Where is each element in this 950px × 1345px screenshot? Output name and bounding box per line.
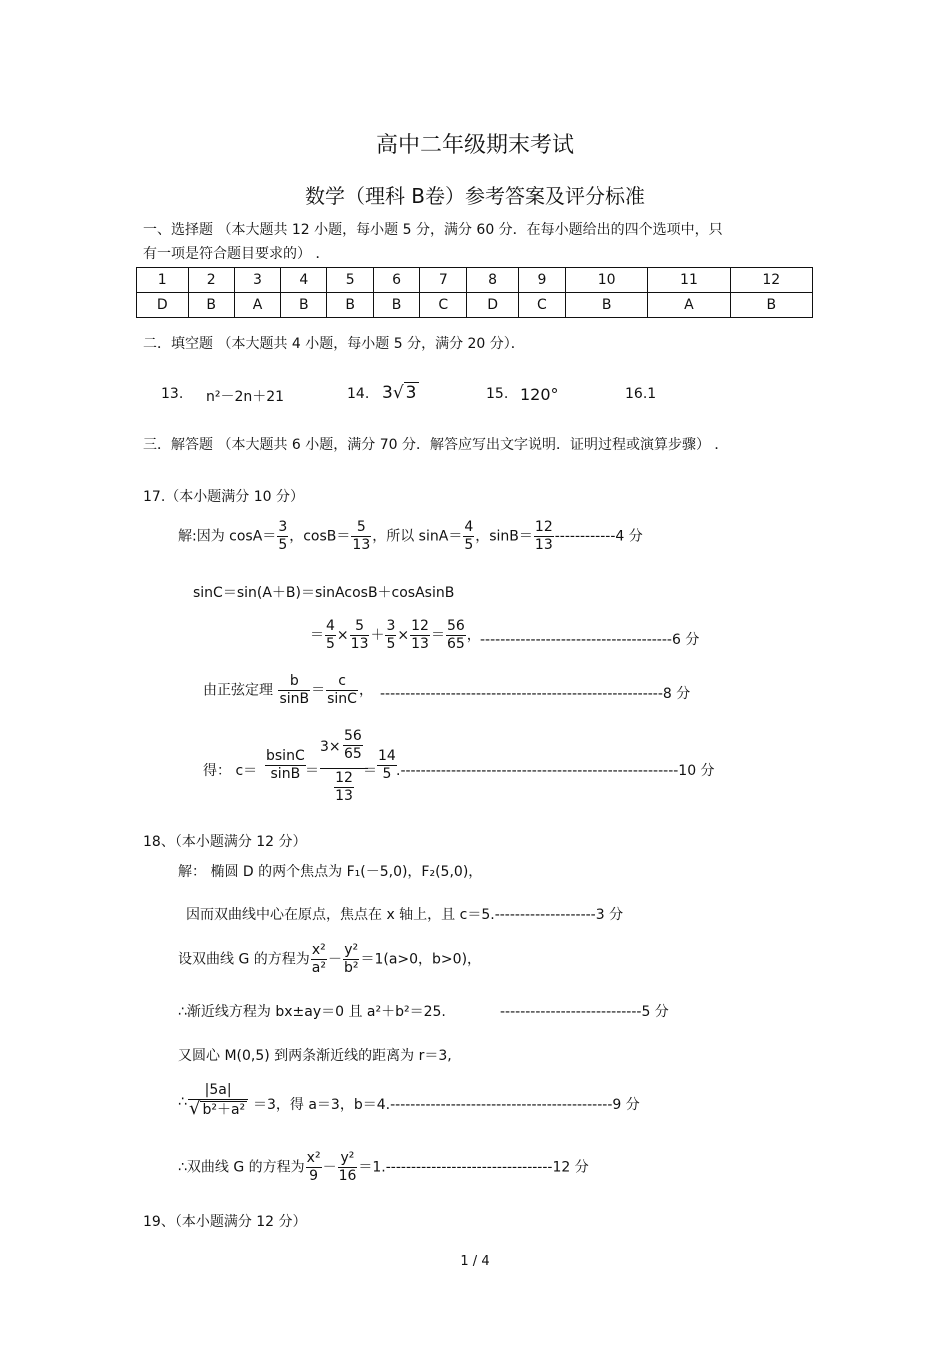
- eq-sign: ＝: [363, 763, 377, 779]
- q13-label: 13.: [161, 386, 184, 402]
- q18-line2: 因而双曲线中心在原点，焦点在 x 轴上，且 c＝5.--------------------3 分: [186, 907, 624, 923]
- plus-sign: ＋: [370, 627, 385, 644]
- table-cell-number: 8: [467, 268, 519, 293]
- table-cell-number: 7: [420, 268, 467, 293]
- q18-l3-prefix: 设双曲线 G 的方程为: [178, 951, 310, 968]
- section3-heading: 三．解答题 （本大题共 6 小题，满分 70 分．解答应写出文字说明．证明过程或演算步骤） ．: [143, 437, 729, 453]
- q18-l6-suffix: ＝3，得 a＝3，b＝4.--------------------------------------------9 分: [253, 1097, 640, 1113]
- q14-coef: 3: [382, 383, 393, 403]
- frac-f1: $\frac{4}{5}$: [326, 618, 335, 652]
- table-cell-answer: D: [467, 293, 519, 318]
- q18-l3-suffix: ＝1(a>0，b>0)，: [360, 951, 482, 968]
- table-cell-answer: D: [137, 293, 189, 318]
- sqrt-radicand: b²＋a²: [202, 1102, 246, 1118]
- table-cell-number: 6: [373, 268, 419, 293]
- q17-line2: sinC＝sin(A＋B)＝sinAcosB＋cosAsinB: [193, 585, 455, 601]
- q17-cosB-label: ，cosB＝: [289, 528, 351, 545]
- sqrt-denominator: [188, 1100, 248, 1119]
- comma: ，: [466, 627, 481, 644]
- table-cell-answer: B: [188, 293, 234, 318]
- table-cell-answer: B: [327, 293, 373, 318]
- frac-y2-16: $\frac{\text{y²}}{16}$: [338, 1150, 357, 1184]
- page-number: 1 / 4: [460, 1254, 490, 1269]
- q18-line1: 解： 椭圆 D 的两个焦点为 F₁(－5,0)，F₂(5,0)，: [178, 864, 483, 880]
- section1-line1: 一、选择题 （本大题共 12 小题，每小题 5 分，满分 60 分．在每小题给出的四个选项中，只: [143, 222, 723, 238]
- q13-answer: n²－2n＋21: [206, 389, 285, 405]
- table-cell-answer: A: [648, 293, 730, 318]
- frac-12-13: $\frac{12}{13}$: [335, 770, 353, 804]
- table-cell-number: 3: [234, 268, 280, 293]
- q18-line7: [178, 1150, 589, 1185]
- q18-l7-prefix: ∴双曲线 G 的方程为: [178, 1159, 305, 1176]
- frac-f2: $\frac{5}{13}$: [350, 618, 369, 652]
- frac-f4: $\frac{12}{13}$: [411, 618, 429, 652]
- big-frac-coef: 3×: [320, 739, 341, 755]
- therefore: ∴: [178, 1094, 187, 1110]
- table-cell-answer: C: [420, 293, 467, 318]
- q18-heading: 18、（本小题满分 12 分）: [143, 834, 307, 850]
- table-row-answers: [137, 293, 813, 318]
- q17-sinB-label: ，sinB＝: [475, 528, 533, 545]
- section2-heading: 二．填空题 （本大题共 4 小题，每小题 5 分，满分 20 分）．: [143, 336, 525, 352]
- table-cell-number: 1: [137, 268, 189, 293]
- frac-f3: $\frac{3}{5}$: [386, 618, 396, 652]
- minus-sign: －: [327, 951, 342, 968]
- sqrt-sign: √: [189, 1098, 201, 1119]
- q17-l1-prefix: 解:因为 cosA＝: [178, 528, 277, 545]
- eq-sign: ＝: [310, 627, 324, 644]
- section1-line2: 有一项是符合题目要求的） ．: [143, 246, 330, 262]
- frac-x2-9: $\frac{\text{x²}}{9}$: [306, 1150, 321, 1184]
- table-cell-answer: B: [373, 293, 419, 318]
- frac-x2-a2: $\frac{\text{x²}}{\text{a²}}$: [311, 942, 326, 976]
- frac-f5: $\frac{56}{65}$: [446, 618, 465, 652]
- q18-l4-score: ----------------------------5 分: [500, 1004, 669, 1020]
- q17-heading: 17.（本小题满分 10 分）: [143, 489, 304, 505]
- times-sign: ×: [397, 627, 410, 644]
- q17-so: ，所以 sinA＝: [372, 528, 463, 545]
- minus-sign: －: [322, 1159, 337, 1176]
- table-cell-answer: B: [730, 293, 812, 318]
- table-row-numbers: [137, 268, 813, 293]
- table-cell-answer: C: [518, 293, 565, 318]
- eq-sign: ＝: [305, 763, 319, 779]
- frac-sinA: $\frac{4}{5}$: [464, 519, 474, 553]
- table-cell-answer: B: [565, 293, 647, 318]
- table-cell-number: 12: [730, 268, 812, 293]
- q17-l5-score: .-------------------------------------------------------10 分: [396, 763, 715, 779]
- big-frac: [320, 728, 368, 805]
- q14-answer: [382, 383, 419, 403]
- table-cell-number: 10: [565, 268, 647, 293]
- q17-l5-prefix: 得： c＝: [203, 763, 258, 779]
- q17-l3-score: --------------------------------------6 分: [480, 632, 700, 648]
- frac-56-65: $\frac{56}{65}$: [344, 728, 362, 762]
- sqrt-sign: √: [392, 383, 404, 403]
- table-cell-number: 9: [518, 268, 565, 293]
- frac-c-sinC: $\frac{c}{\sin C}$: [327, 673, 357, 707]
- q17-line1: [178, 519, 643, 554]
- eq-sign: ＝: [430, 627, 445, 644]
- big-frac-numerator: [320, 728, 368, 768]
- q17-l1-score: ------------4 分: [554, 528, 643, 545]
- frac-14-5: $\frac{14}{5}$: [378, 748, 396, 782]
- q18-line5: 又圆心 M(0,5) 到两条渐近线的距离为 r＝3,: [178, 1048, 452, 1064]
- q15-answer: 120°: [520, 385, 559, 404]
- frac-b-sinB: $\frac{b}{\sin B}$: [279, 673, 310, 707]
- table-cell-number: 5: [327, 268, 373, 293]
- q18-line4: ∴渐近线方程为 bx±ay＝0 且 a²＋b²＝25.: [178, 1004, 446, 1020]
- table-cell-answer: A: [234, 293, 280, 318]
- q16-answer: 16.1: [625, 386, 657, 402]
- q18-line3: [178, 942, 481, 977]
- table-cell-number: 4: [281, 268, 327, 293]
- times-sign: ×: [336, 627, 349, 644]
- answer-table: [136, 267, 813, 318]
- q17-line4: [203, 673, 373, 708]
- q19-heading: 19、（本小题满分 12 分）: [143, 1214, 307, 1230]
- table-cell-answer: B: [281, 293, 327, 318]
- page-title: 高中二年级期末考试: [375, 133, 574, 158]
- big-frac-denominator: [320, 768, 368, 805]
- q18-l7-suffix: ＝1.---------------------------------12 分: [358, 1159, 589, 1176]
- q15-label: 15.: [486, 386, 509, 402]
- frac-sinB: $\frac{12}{13}$: [534, 519, 553, 553]
- frac-cosB: $\frac{5}{13}$: [352, 519, 371, 553]
- q17-l4-prefix: 由正弦定理: [203, 682, 273, 699]
- frac-5a-sqrt: $\frac{|5a|}{\text{√ b²＋a²}}$: [187, 1082, 249, 1119]
- frac-cosA: $\frac{3}{5}$: [278, 519, 288, 553]
- table-cell-number: 11: [648, 268, 730, 293]
- q17-l4-score: --------------------------------------------------------8 分: [380, 686, 691, 702]
- frac-y2-b2: $\frac{\text{y²}}{\text{b²}}$: [343, 942, 359, 976]
- q17-line3: [310, 618, 481, 653]
- frac-bsinC: $\frac{bsinC}{\sin B}$: [266, 748, 305, 782]
- q14-radicand: 3: [405, 383, 417, 403]
- table-cell-number: 2: [188, 268, 234, 293]
- page-subtitle: 数学（理科 B卷）参考答案及评分标准: [304, 184, 646, 208]
- comma: ，: [358, 682, 373, 699]
- q14-label: 14.: [347, 386, 370, 402]
- eq-sign: ＝: [311, 682, 326, 699]
